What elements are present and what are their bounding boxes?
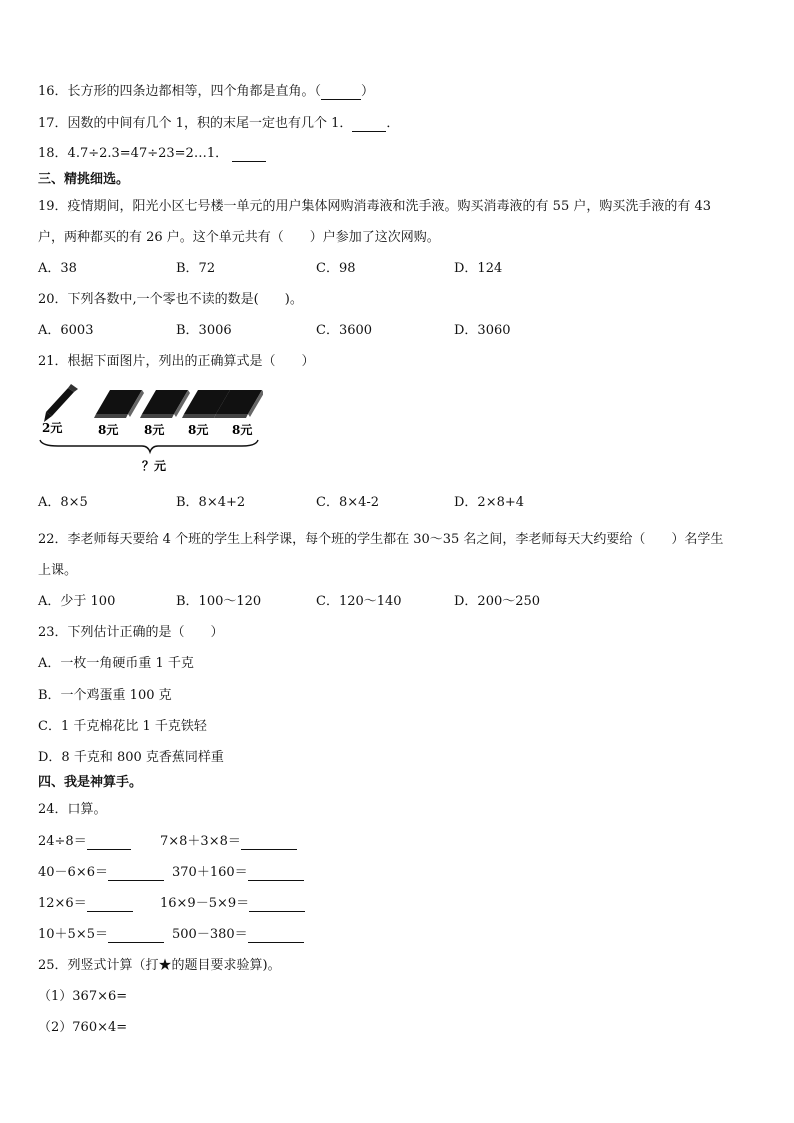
section-3-heading: 三、精挑细选。 [38,172,130,187]
question-21-option-d[interactable]: D．2×8+4 [454,495,525,510]
oral-calc-item [38,896,133,912]
oral-calc-item [172,927,304,943]
question-24-text: 24．口算。 [38,802,107,817]
oral-calc-answer-blank[interactable] [249,899,305,912]
question-16-text: 16．长方形的四条边都相等，四个角都是直角。（ [38,84,322,99]
question-16-end: ） [361,84,375,99]
oral-calc-item [38,865,164,881]
book-price-label: 8元 [232,423,253,437]
oral-calc-item [172,865,304,881]
question-22-line-2: 上课。 [38,563,78,578]
question-21-option-c[interactable]: C．8×4-2 [316,495,380,510]
question-22-option-b[interactable]: B．100～120 [176,594,262,609]
book-price-label: 8元 [188,423,209,437]
book-icon [140,390,190,418]
question-16-answer-blank[interactable] [321,87,361,100]
question-25-item-1: （1）367×6= [38,989,128,1004]
pen-price-label: 2元 [42,421,63,435]
oral-calc-expression: 16×9－5×9＝ [160,896,250,911]
question-22-line-1: 22．李老师每天要给 4 个班的学生上科学课，每个班的学生都在 30～35 名之间，李老师每天大约要给（ ）名学生 [38,532,724,547]
oral-calc-answer-blank[interactable] [248,930,304,943]
oral-calc-expression: 500－380＝ [172,927,248,942]
total-brace [40,440,258,452]
question-17-end: ． [386,116,400,131]
oral-calc-answer-blank[interactable] [248,868,304,881]
book-price-label: 8元 [144,423,165,437]
question-18-text: 18．4.7÷2.3=47÷23=2…1． [38,146,229,161]
question-18-answer-blank[interactable] [232,149,266,162]
question-17-answer-blank[interactable] [352,119,386,132]
question-20-option-a[interactable]: A．6003 [38,323,94,338]
question-19-option-c[interactable]: C．98 [316,261,356,276]
question-22-option-c[interactable]: C．120～140 [316,594,402,609]
question-16 [38,84,374,100]
oral-calc-expression: 40－6×6＝ [38,865,108,880]
question-20-option-c[interactable]: C．3600 [316,323,373,338]
oral-calc-item [160,896,305,912]
question-17 [38,116,399,132]
question-25-item-2: （2）760×4= [38,1020,128,1035]
question-23-option-c[interactable]: C．1 千克棉花比 1 千克铁轻 [38,719,207,734]
total-price-label: ？元 [142,459,167,473]
oral-calc-item [160,834,297,850]
question-17-text: 17．因数的中间有几个 1，积的末尾一定也有几个 1． [38,116,353,131]
oral-calc-expression: 7×8＋3×8＝ [160,834,241,849]
question-19-line-1: 19．疫情期间，阳光小区七号楼一单元的用户集体网购消毒液和洗手液。购买消毒液的有 55 户，购买洗手液的有 43 [38,199,712,214]
book-icon [94,390,144,418]
question-20-text: 20．下列各数中,一个零也不读的数是( )。 [38,292,303,307]
oral-calc-expression: 12×6＝ [38,896,87,911]
section-4-heading: 四、我是神算手。 [38,775,143,790]
oral-calc-answer-blank[interactable] [87,899,133,912]
question-22-option-a[interactable]: A．少于 100 [38,594,116,609]
question-21-figure [38,380,263,480]
oral-calc-item [38,834,131,850]
book-price-label: 8元 [98,423,119,437]
oral-calc-item [38,927,164,943]
question-25-text: 25．列竖式计算（打★的题目要求验算)。 [38,958,281,973]
question-19-option-d[interactable]: D．124 [454,261,503,276]
question-19-option-a[interactable]: A．38 [38,261,77,276]
question-20-option-d[interactable]: D．3060 [454,323,511,338]
question-22-option-d[interactable]: D．200～250 [454,594,541,609]
question-21-text: 21．根据下面图片，列出的正确算式是（ ） [38,354,315,369]
question-23-text: 23．下列估计正确的是（ ） [38,625,224,640]
question-23-option-b[interactable]: B．一个鸡蛋重 100 克 [38,688,172,703]
oral-calc-answer-blank[interactable] [241,837,297,850]
oral-calc-answer-blank[interactable] [108,868,164,881]
question-21-option-a[interactable]: A．8×5 [38,495,88,510]
oral-calc-expression: 370＋160＝ [172,865,248,880]
question-23-option-d[interactable]: D．8 千克和 800 克香蕉同样重 [38,750,224,765]
question-19-option-b[interactable]: B．72 [176,261,216,276]
question-18 [38,146,266,162]
oral-calc-answer-blank[interactable] [108,930,164,943]
oral-calc-expression: 24÷8＝ [38,834,87,849]
oral-calc-expression: 10＋5×5＝ [38,927,108,942]
oral-calc-answer-blank[interactable] [87,837,131,850]
question-21-option-b[interactable]: B．8×4+2 [176,495,246,510]
pen-icon [44,384,78,422]
question-23-option-a[interactable]: A．一枚一角硬币重 1 千克 [38,656,194,671]
question-20-option-b[interactable]: B．3006 [176,323,232,338]
question-19-line-2: 户，两种都买的有 26 户。这个单元共有（ ）户参加了这次网购。 [38,230,440,245]
